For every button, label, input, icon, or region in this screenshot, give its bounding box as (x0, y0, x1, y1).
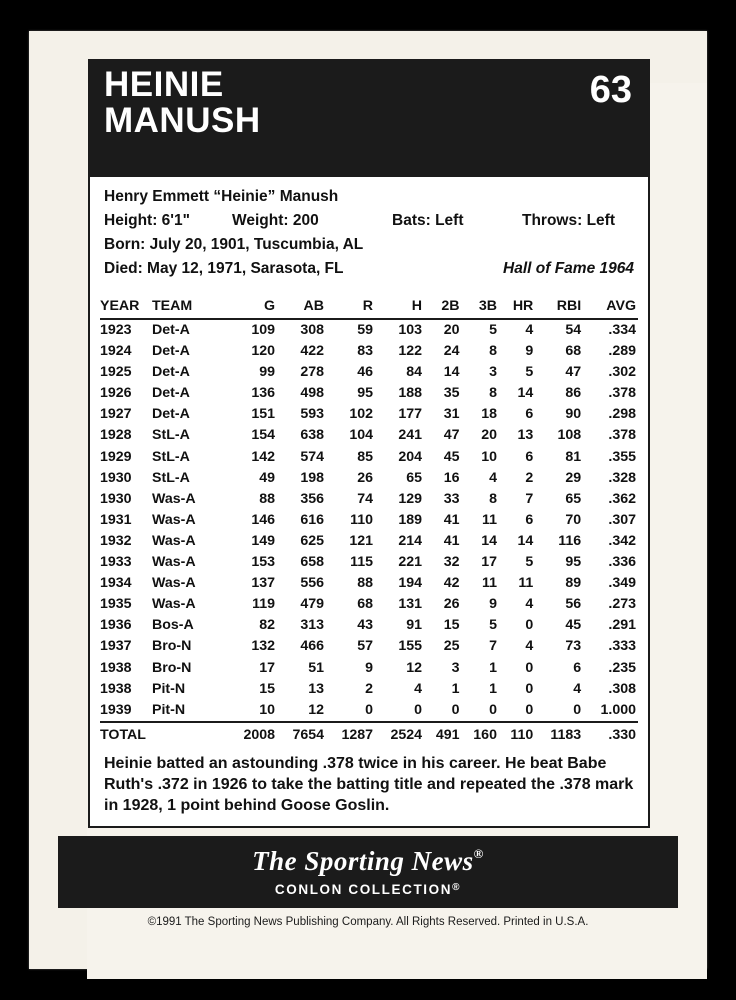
stats-total-row (100, 722, 638, 747)
stats-total-cell: 7654 (277, 722, 326, 747)
stats-cell: 8 (489, 490, 497, 507)
stats-header-g: G (228, 294, 277, 319)
stats-cell: 108 (557, 427, 582, 444)
bio-bats: Bats: Left (392, 212, 464, 229)
stats-cell: 57 (357, 638, 373, 655)
table-row (100, 341, 638, 362)
stats-cell: .334 (608, 322, 636, 338)
stats-cell: Was-A (152, 596, 196, 613)
stats-cell: 0 (414, 701, 422, 718)
stats-cell: 83 (357, 343, 373, 360)
table-row (100, 636, 638, 657)
stats-cell: 11 (518, 575, 534, 592)
stats-cell: 466 (300, 638, 324, 655)
stats-table-head (100, 294, 638, 319)
stats-cell: 0 (525, 659, 534, 676)
stats-cell: 3 (489, 364, 497, 381)
stats-cell: .355 (608, 448, 636, 465)
stats-header-year: YEAR (100, 294, 152, 319)
stats-cell: 8 (489, 343, 497, 360)
sporting-news-logo (58, 846, 678, 877)
stats-cell: .291 (608, 617, 636, 634)
stats-cell: 54 (565, 322, 582, 338)
stats-cell: 155 (398, 638, 422, 655)
stats-cell: 9 (525, 343, 534, 360)
stats-cell: 51 (308, 659, 324, 676)
stats-cell: 70 (565, 511, 582, 528)
stats-cell: .349 (608, 575, 636, 592)
stats-cell: 45 (443, 448, 460, 465)
stats-cell: 13 (517, 427, 534, 444)
stats-cell: 99 (259, 364, 275, 381)
stats-cell: 214 (398, 532, 422, 549)
stats-cell: 9 (365, 659, 373, 676)
stats-cell: 498 (300, 385, 324, 402)
stats-cell: 14 (517, 385, 534, 402)
bio-born: Born: July 20, 1901, Tuscumbia, AL (104, 236, 364, 253)
stats-cell: 149 (251, 532, 275, 549)
stats-cell: .378 (608, 385, 636, 402)
stats-cell: Det-A (152, 385, 190, 402)
stats-cell: 116 (558, 532, 582, 549)
stats-cell: 1938 (100, 680, 132, 697)
stats-cell: 1931 (100, 511, 132, 528)
stats-cell: 25 (443, 638, 460, 655)
stats-cell: 132 (251, 638, 275, 655)
stats-cell: Bro-N (152, 659, 192, 676)
stats-cell: 95 (357, 385, 373, 402)
stats-cell: 103 (398, 322, 422, 338)
stats-header-hr: HR (499, 294, 535, 319)
stats-cell: 46 (357, 364, 373, 381)
stats-cell: 88 (357, 575, 373, 592)
stats-header-3b: 3B (461, 294, 498, 319)
table-row (100, 552, 638, 573)
stats-cell: 1935 (100, 596, 132, 613)
stats-cell: 14 (443, 364, 460, 381)
stats-cell: 658 (300, 554, 324, 571)
stats-cell: 1 (489, 680, 497, 697)
stats-cell: 91 (406, 617, 422, 634)
stats-cell: 1930 (100, 469, 132, 486)
stats-cell: 422 (300, 343, 324, 360)
stats-cell: 16 (443, 469, 460, 486)
stats-cell: 26 (443, 596, 460, 613)
bio-died-row (90, 257, 648, 281)
registered-trademark-icon-2: ® (452, 882, 462, 893)
stats-cell: Was-A (152, 575, 196, 592)
stats-cell: 1936 (100, 617, 132, 634)
stats-cell: 6 (525, 406, 534, 423)
stats-cell: 0 (489, 701, 497, 718)
stats-cell: 59 (357, 322, 373, 338)
stats-cell: 479 (300, 596, 324, 613)
sporting-news-logo-text: The Sporting News (252, 846, 474, 876)
stats-cell: 15 (443, 617, 460, 634)
stats-cell: .328 (608, 469, 636, 486)
stats-header-avg: AVG (583, 294, 638, 319)
stats-cell: 1927 (100, 406, 132, 423)
stats-cell: Was-A (152, 490, 196, 507)
stats-cell: 14 (481, 532, 497, 549)
stats-cell: 6 (525, 448, 534, 465)
stats-cell: 47 (443, 427, 460, 444)
stats-cell: 0 (525, 680, 534, 697)
stats-cell: 154 (251, 427, 275, 444)
stats-cell: 1926 (100, 385, 132, 402)
stats-cell: 1937 (100, 638, 132, 655)
stats-cell: 6 (573, 659, 582, 676)
stats-cell: .307 (608, 511, 636, 528)
stats-cell: 616 (300, 511, 324, 528)
stats-total-cell: 160 (461, 722, 498, 747)
table-row (100, 615, 638, 636)
stats-cell: 356 (300, 490, 324, 507)
stats-cell: 241 (398, 427, 422, 444)
table-row (100, 531, 638, 552)
stats-cell: 194 (398, 575, 422, 592)
stats-total-cell: 110 (499, 722, 535, 747)
stats-total-cell: .330 (583, 722, 638, 747)
bio-height: Height: 6'1" (104, 212, 190, 229)
stats-cell: 4 (525, 638, 534, 655)
stats-cell: 41 (443, 532, 460, 549)
stats-header-2b: 2B (424, 294, 461, 319)
stats-cell: 8 (489, 385, 497, 402)
stats-cell: 89 (565, 575, 582, 592)
card-number: 63 (589, 69, 632, 111)
stats-cell: 1930 (100, 490, 132, 507)
stats-cell: 556 (300, 575, 324, 592)
stats-cell: 81 (565, 448, 582, 465)
bio-hall-of-fame: Hall of Fame 1964 (503, 260, 634, 277)
bio-full-name: Henry Emmett “Heinie” Manush (104, 188, 339, 205)
stats-cell: 1934 (100, 575, 132, 592)
stats-cell: Det-A (152, 322, 190, 338)
stats-cell: 110 (350, 511, 373, 528)
stats-total-cell (152, 722, 228, 747)
stats-cell: 29 (565, 469, 582, 486)
conlon-collection-text: CONLON COLLECTION (274, 882, 453, 897)
card-header (88, 59, 650, 177)
stats-cell: 6 (525, 511, 534, 528)
stats-cell: 221 (398, 554, 422, 571)
stats-cell: 1928 (100, 427, 132, 444)
stats-cell: 122 (398, 343, 422, 360)
stats-cell: .342 (608, 532, 636, 549)
stats-cell: Bos-A (152, 617, 194, 634)
player-name-line2: MANUSH (104, 101, 261, 141)
stats-total-cell: 2008 (228, 722, 277, 747)
stats-table (100, 294, 638, 747)
stats-cell: .273 (608, 596, 636, 613)
stats-cell: 638 (300, 427, 324, 444)
table-row (100, 319, 638, 341)
stats-cell: Det-A (152, 343, 190, 360)
stats-cell: 102 (349, 406, 373, 423)
stats-cell: 20 (481, 427, 497, 444)
stats-cell: .336 (608, 554, 636, 571)
stats-cell: 313 (300, 617, 324, 634)
table-row (100, 362, 638, 383)
stats-cell: StL-A (152, 469, 190, 486)
stats-cell: 12 (406, 659, 422, 676)
table-row (100, 700, 638, 722)
stats-total-cell: 1287 (326, 722, 375, 747)
stats-cell: 82 (259, 617, 275, 634)
stats-cell: 7 (525, 490, 534, 507)
stats-cell: 5 (525, 364, 534, 381)
stats-cell: 17 (259, 659, 275, 676)
table-row (100, 594, 638, 615)
stats-cell: 56 (565, 596, 582, 613)
stats-cell: 11 (481, 511, 497, 528)
table-row (100, 468, 638, 489)
registered-trademark-icon: ® (473, 846, 484, 861)
stats-cell: 136 (251, 385, 275, 402)
table-row (100, 658, 638, 679)
stats-cell: Pit-N (152, 701, 186, 718)
stats-cell: 4 (489, 469, 497, 486)
table-row (100, 489, 638, 510)
stats-cell: 31 (443, 406, 460, 423)
stats-cell: 142 (251, 448, 275, 465)
stats-cell: 4 (525, 322, 534, 338)
stats-cell: 42 (443, 575, 460, 592)
stats-cell: 9 (489, 596, 497, 613)
stats-cell: 189 (398, 511, 422, 528)
stats-cell: 129 (398, 490, 422, 507)
stats-cell: 198 (300, 469, 324, 486)
stats-cell: 10 (481, 448, 497, 465)
stats-cell: 120 (251, 343, 275, 360)
copyright-line: ©1991 The Sporting News Publishing Company. All Rights Reserved. Printed in U.S.A. (147, 916, 589, 928)
stats-cell: 5 (525, 554, 534, 571)
stats-cell: 20 (443, 322, 460, 338)
stats-cell: 0 (525, 701, 534, 718)
bio-died: Died: May 12, 1971, Sarasota, FL (104, 260, 344, 277)
stats-total-cell: 1183 (535, 722, 583, 747)
stats-cell: 1.000 (600, 701, 636, 718)
stats-cell: 18 (481, 406, 497, 423)
bio-block (88, 177, 650, 294)
stats-cell: 32 (443, 554, 460, 571)
stats-cell: 153 (251, 554, 275, 571)
stats-cell: 24 (443, 343, 460, 360)
stats-cell: 119 (252, 596, 275, 613)
table-row (100, 425, 638, 446)
stats-cell: 73 (565, 638, 582, 655)
stats-cell: 5 (489, 617, 497, 634)
stats-cell: 1925 (100, 364, 132, 381)
stats-header-row (100, 294, 638, 319)
stats-cell: 1939 (100, 701, 132, 718)
stats-total-cell: 491 (424, 722, 461, 747)
stats-cell: 5 (489, 322, 497, 338)
stats-cell: 41 (443, 511, 460, 528)
stats-cell: 11 (481, 575, 497, 592)
stats-cell: 177 (398, 406, 422, 423)
stats-cell: 7 (489, 638, 497, 655)
stats-cell: 12 (308, 701, 324, 718)
conlon-collection-label (58, 882, 678, 897)
stats-cell: 4 (573, 680, 582, 697)
table-row (100, 679, 638, 700)
stats-cell: Was-A (152, 554, 196, 571)
stats-cell: 0 (451, 701, 460, 718)
stats-cell: 86 (565, 385, 582, 402)
stats-cell: 308 (300, 322, 324, 338)
stats-total-cell: 2524 (375, 722, 424, 747)
stats-header-team: TEAM (152, 294, 228, 319)
stats-cell: 90 (565, 406, 582, 423)
stats-cell: 151 (251, 406, 275, 423)
stats-cell: 2 (525, 469, 534, 486)
stats-cell: 17 (481, 554, 497, 571)
stats-cell: 26 (357, 469, 373, 486)
stats-cell: 13 (308, 680, 324, 697)
stats-cell: Det-A (152, 406, 190, 423)
stats-cell: .362 (608, 490, 636, 507)
stats-cell: 4 (525, 596, 534, 613)
stats-header-h: H (375, 294, 424, 319)
stats-cell: 104 (349, 427, 373, 444)
stats-cell: 1929 (100, 448, 132, 465)
stats-cell: 3 (451, 659, 460, 676)
stats-cell: 146 (251, 511, 275, 528)
stats-cell: 35 (443, 385, 460, 402)
stats-cell: 49 (259, 469, 275, 486)
stats-cell: 278 (300, 364, 324, 381)
stats-cell: 137 (251, 575, 275, 592)
stats-cell: 4 (414, 680, 422, 697)
table-row (100, 404, 638, 425)
stats-cell: .235 (608, 659, 636, 676)
bio-physical (90, 209, 648, 233)
stats-cell: .302 (608, 364, 636, 381)
stats-cell: 109 (251, 322, 275, 338)
stats-cell: 1932 (100, 532, 132, 549)
stats-cell: 85 (357, 448, 373, 465)
stats-total-cell: TOTAL (100, 722, 152, 747)
stats-cell: Pit-N (152, 680, 186, 697)
stats-cell: 0 (525, 617, 534, 634)
stats-cell: 68 (565, 343, 582, 360)
stats-table-body (100, 319, 638, 722)
stats-cell: 1923 (100, 322, 132, 338)
stats-cell: 74 (357, 490, 373, 507)
stats-cell: 45 (565, 617, 582, 634)
stats-cell: 574 (300, 448, 324, 465)
table-row (100, 383, 638, 404)
stats-cell: Was-A (152, 532, 196, 549)
stats-cell: 0 (573, 701, 582, 718)
table-row (100, 447, 638, 468)
bio-throws: Throws: Left (522, 212, 615, 229)
stats-cell: 625 (300, 532, 324, 549)
stats-cell: .333 (608, 638, 636, 655)
stats-cell: StL-A (152, 427, 190, 444)
stats-cell: 1 (489, 659, 497, 676)
stats-cell: 115 (350, 554, 373, 571)
stats-cell: 84 (406, 364, 422, 381)
stats-table-container (88, 294, 650, 747)
stats-cell: 47 (565, 364, 582, 381)
stats-cell: 10 (259, 701, 275, 718)
player-name-line1: HEINIE (104, 65, 224, 104)
stats-cell: 2 (365, 680, 373, 697)
stats-cell: 204 (398, 448, 422, 465)
stats-cell: 1938 (100, 659, 132, 676)
stats-cell: .378 (608, 427, 636, 444)
stats-cell: 95 (565, 554, 582, 571)
stats-header-ab: AB (277, 294, 326, 319)
stats-cell: 33 (443, 490, 460, 507)
stats-cell: 65 (406, 469, 422, 486)
stats-cell: Was-A (152, 511, 196, 528)
stats-cell: 15 (259, 680, 275, 697)
stats-cell: 14 (517, 532, 534, 549)
career-blurb: Heinie batted an astounding .378 twice in his career. He beat Babe Ruth's .372 in 1926 to take the batting title and repeated the .378 mark in 1928, 1 point behind Goose Goslin. (88, 747, 650, 828)
stats-cell: 188 (398, 385, 422, 402)
stats-table-foot (100, 722, 638, 747)
stats-cell: .308 (608, 680, 636, 697)
table-row (100, 573, 638, 594)
stats-cell: 43 (357, 617, 373, 634)
stats-cell: 65 (565, 490, 582, 507)
player-name (104, 67, 261, 140)
card-footer (58, 836, 678, 908)
stats-cell: 1933 (100, 554, 132, 571)
stats-cell: 121 (349, 532, 373, 549)
stats-cell: StL-A (152, 448, 190, 465)
stats-cell: Det-A (152, 364, 190, 381)
bio-weight: Weight: 200 (232, 212, 319, 229)
stats-cell: 68 (357, 596, 373, 613)
stats-cell: 1924 (100, 343, 132, 360)
table-row (100, 510, 638, 531)
stats-cell: 88 (259, 490, 275, 507)
stats-header-r: R (326, 294, 375, 319)
stats-cell: 593 (300, 406, 324, 423)
stats-cell: 1 (451, 680, 460, 697)
stats-cell: .289 (608, 343, 636, 360)
stats-cell: .298 (608, 406, 636, 423)
stats-cell: 131 (398, 596, 422, 613)
stats-cell: 0 (365, 701, 373, 718)
stats-cell: Bro-N (152, 638, 192, 655)
stats-header-rbi: RBI (535, 294, 583, 319)
